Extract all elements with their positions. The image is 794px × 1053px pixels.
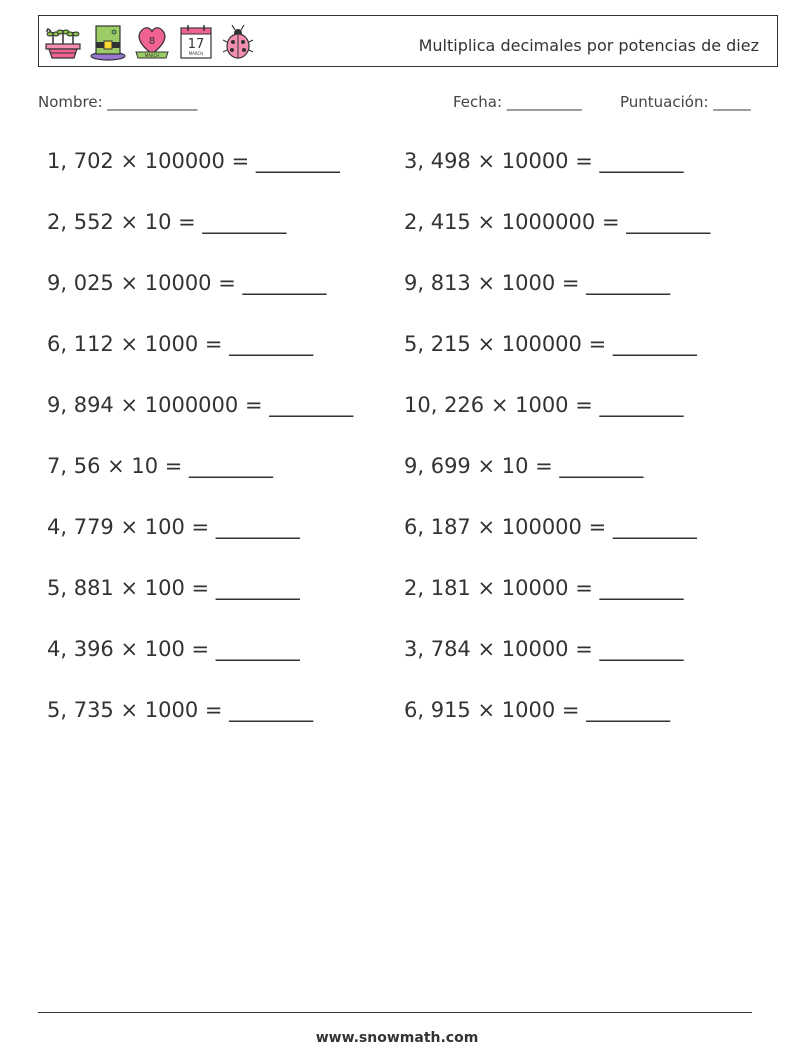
calendar-march-17-icon bbox=[177, 22, 215, 62]
problem-item: 5, 881 × 100 = ________ bbox=[47, 576, 300, 600]
header-icons bbox=[43, 21, 261, 63]
problem-row bbox=[47, 509, 767, 570]
problem-item: 7, 56 × 10 = ________ bbox=[47, 454, 274, 478]
problem-item: 6, 112 × 1000 = ________ bbox=[47, 332, 314, 356]
problem-item: 2, 181 × 10000 = ________ bbox=[404, 576, 684, 600]
leprechaun-hat-icon bbox=[89, 22, 127, 62]
heart-ribbon-text: MARCH bbox=[144, 53, 160, 58]
problem-item: 1, 702 × 100000 = ________ bbox=[47, 149, 340, 173]
worksheet-title: Multiplica decimales por potencias de diez bbox=[418, 36, 759, 55]
problem-row bbox=[47, 265, 767, 326]
problem-item: 9, 699 × 10 = ________ bbox=[404, 454, 644, 478]
problem-row bbox=[47, 143, 767, 204]
name-field: Nombre: ____________ bbox=[38, 93, 198, 111]
problem-row bbox=[47, 692, 767, 753]
problem-item: 4, 396 × 100 = ________ bbox=[47, 637, 300, 661]
calendar-month: MARCH bbox=[188, 51, 204, 56]
problem-item: 3, 498 × 10000 = ________ bbox=[404, 149, 684, 173]
problem-row bbox=[47, 631, 767, 692]
problem-row bbox=[47, 387, 767, 448]
problem-item: 9, 813 × 1000 = ________ bbox=[404, 271, 671, 295]
heart-number: 8 bbox=[148, 36, 156, 47]
problem-grid bbox=[47, 143, 767, 753]
worksheet-header bbox=[38, 15, 778, 67]
problem-item: 2, 415 × 1000000 = ________ bbox=[404, 210, 711, 234]
problem-item: 10, 226 × 1000 = ________ bbox=[404, 393, 684, 417]
seedling-pot-icon bbox=[43, 22, 83, 62]
ladybug-icon bbox=[221, 22, 255, 62]
problem-row bbox=[47, 570, 767, 631]
problem-item: 3, 784 × 10000 = ________ bbox=[404, 637, 684, 661]
footer-divider bbox=[38, 1012, 752, 1013]
problem-row bbox=[47, 326, 767, 387]
footer-url: www.snowmath.com bbox=[315, 1030, 479, 1046]
score-field: Puntuación: _____ bbox=[620, 93, 751, 111]
problem-item: 5, 215 × 100000 = ________ bbox=[404, 332, 697, 356]
problem-item: 2, 552 × 10 = ________ bbox=[47, 210, 287, 234]
problem-row bbox=[47, 204, 767, 265]
problem-item: 6, 915 × 1000 = ________ bbox=[404, 698, 671, 722]
problem-item: 5, 735 × 1000 = ________ bbox=[47, 698, 314, 722]
date-field: Fecha: __________ bbox=[453, 93, 582, 111]
problem-item: 6, 187 × 100000 = ________ bbox=[404, 515, 697, 539]
problem-item: 9, 025 × 10000 = ________ bbox=[47, 271, 327, 295]
problem-row bbox=[47, 448, 767, 509]
problem-item: 9, 894 × 1000000 = ________ bbox=[47, 393, 354, 417]
heart-march-8-icon bbox=[133, 22, 171, 62]
calendar-day: 17 bbox=[187, 37, 205, 52]
problem-item: 4, 779 × 100 = ________ bbox=[47, 515, 300, 539]
